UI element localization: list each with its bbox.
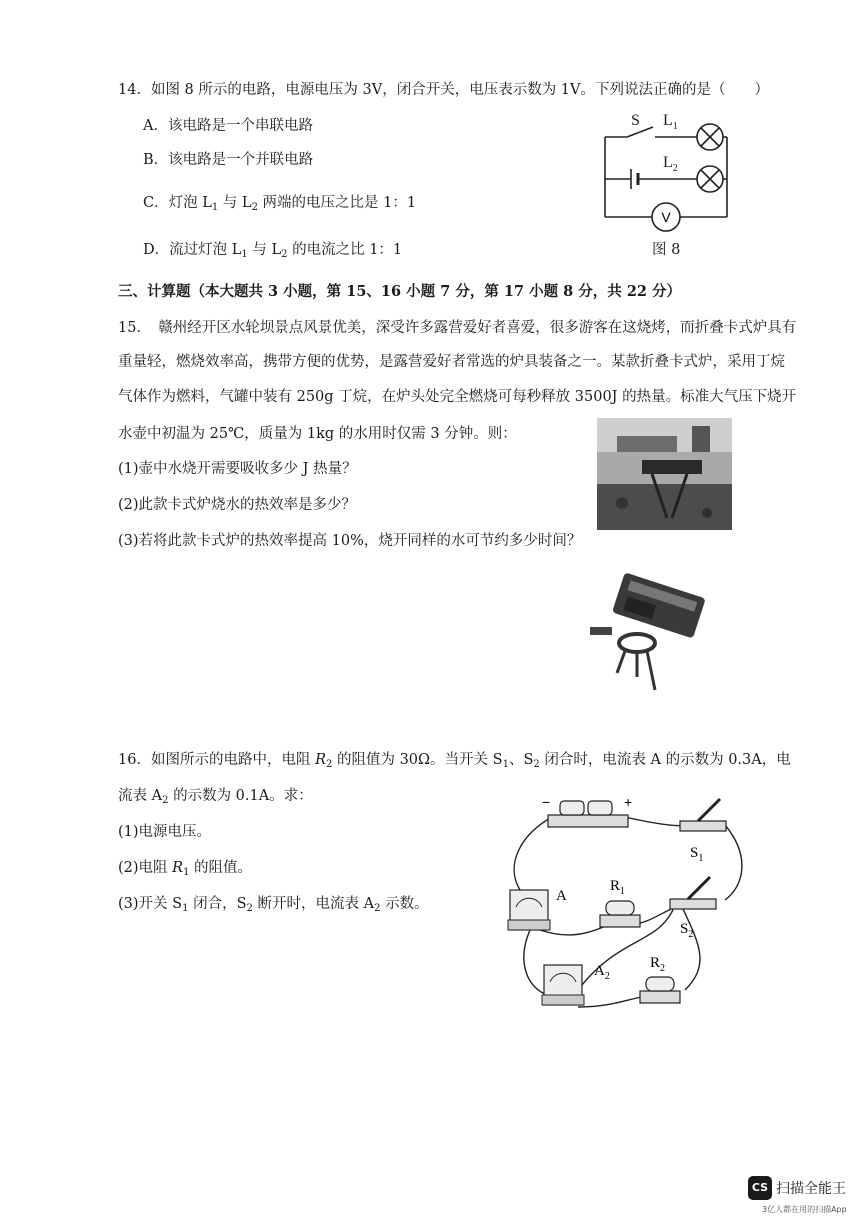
- option-text: D．流过灯泡 L: [143, 242, 242, 258]
- lamp-l2-icon: [697, 166, 723, 192]
- r1-label: $R_1$: [610, 878, 626, 897]
- ammeter-a2-label: $A_2$: [594, 963, 610, 982]
- subscript: 2: [162, 795, 169, 806]
- q15-line-3: 气体作为燃料，气罐中装有 250g 丁烷，在炉头处完全燃烧可每秒释放 3500J 的热量。标准大气压下烧开: [118, 389, 797, 405]
- option-text: 两端的电压之比是 1：1: [257, 195, 417, 211]
- switch-s1-icon: [680, 799, 726, 831]
- subscript: 2: [374, 903, 381, 914]
- q15-line-2: 重量轻，燃烧效率高，携带方便的优势，是露营爱好者常选的炉具装备之一。某款折叠卡式炉，采用丁烷: [118, 354, 785, 370]
- lamp-l1-icon: [697, 124, 723, 150]
- symbol-r: R: [172, 860, 184, 876]
- cs-logo-icon: CS: [748, 1176, 772, 1200]
- campsite-photo: [597, 418, 732, 530]
- scanner-watermark: [748, 1176, 863, 1224]
- q16-sub-3: [118, 894, 429, 919]
- subscript: 2: [533, 759, 540, 770]
- option-text: 与 L: [247, 242, 282, 258]
- q16-line-2: [118, 786, 313, 811]
- subscript: 2: [251, 202, 258, 213]
- resistor-r1-icon: [600, 901, 640, 927]
- stove-photo: [585, 565, 705, 695]
- q14-option-a: A．该电路是一个串联电路: [143, 118, 313, 134]
- switch-s-label: S: [631, 112, 640, 129]
- option-text: 与 L: [218, 195, 252, 211]
- text: (2)电阻: [118, 860, 173, 876]
- scanner-brand-name: 扫描全能王: [776, 1181, 846, 1197]
- q16-sub-2: [118, 858, 252, 883]
- q14-option-c: [143, 193, 416, 218]
- ammeter-a-icon: [508, 890, 550, 930]
- subscript: 1: [183, 867, 190, 878]
- section-3-heading: 三、计算题（本大题共 3 小题，第 15、16 小题 7 分，第 17 小题 8 分，共 22 分）: [118, 283, 682, 300]
- scanner-tagline: 3亿人都在用的扫描App: [762, 1205, 847, 1214]
- text: 的示数为 0.1A。求：: [168, 788, 313, 804]
- s2-label: $S_2$: [680, 921, 694, 940]
- battery-icon: [548, 801, 628, 827]
- svg-text:V: V: [661, 209, 671, 225]
- text: (3)开关 S: [118, 896, 183, 912]
- text: 闭合，S: [188, 896, 247, 912]
- text: 流表 A: [118, 788, 163, 804]
- text: 闭合时，电流表 A 的示数为 0.3A，电: [539, 752, 791, 768]
- l2-label: $L_2$: [663, 154, 678, 174]
- q14-stem: 14．如图 8 所示的电路，电源电压为 3V，闭合开关，电压表示数为 1V。下列说法正确的是（ ）: [118, 82, 770, 98]
- q15-sub-1: (1)壶中水烧开需要吸收多少 J 热量？: [118, 461, 357, 477]
- option-text: 的电流之比 1：1: [287, 242, 403, 258]
- text: 示数。: [380, 896, 429, 912]
- q14-option-b: B．该电路是一个并联电路: [143, 152, 314, 168]
- battery-plus: +: [624, 795, 633, 810]
- q16-sub-1: (1)电源电压。: [118, 824, 212, 840]
- s1-label: $S_1$: [690, 845, 704, 864]
- q15-sub-3: (3)若将此款卡式炉的热效率提高 10%，烧开同样的水可节约多少时间？: [118, 533, 582, 549]
- q16-line-1: [118, 750, 791, 775]
- r2-label: $R_2$: [650, 955, 666, 974]
- text: 的阻值。: [189, 860, 253, 876]
- subscript: 1: [241, 249, 248, 260]
- subscript: 2: [246, 903, 253, 914]
- subscript: 1: [182, 903, 189, 914]
- text: 的阻值为 30Ω。当开关 S: [332, 752, 503, 768]
- symbol-r: R: [315, 752, 326, 768]
- ammeter-a-label: A: [556, 888, 567, 904]
- text: 16．如图所示的电路中，电阻: [118, 752, 316, 768]
- resistor-r2-icon: [640, 977, 680, 1003]
- q15-sub-2: (2)此款卡式炉烧水的热效率是多少？: [118, 497, 357, 513]
- voltmeter-icon: [652, 203, 680, 231]
- battery-minus: −: [542, 795, 551, 810]
- subscript: 1: [502, 759, 509, 770]
- q16-physical-circuit: [500, 795, 755, 1020]
- figure-8-caption: 图 8: [652, 242, 681, 258]
- switch-s2-icon: [670, 877, 716, 909]
- q15-line-1: 15． 赣州经开区水轮坝景点风景优美，深受许多露营爱好者喜爱，很多游客在这烧烤，而折叠卡式炉具有: [118, 320, 797, 336]
- text: 断开时，电流表 A: [252, 896, 375, 912]
- subscript: 1: [211, 202, 219, 213]
- option-text: C．灯泡 L: [143, 195, 212, 211]
- ammeter-a2-icon: [542, 965, 584, 1005]
- l1-label: $L_1$: [663, 112, 678, 132]
- subscript: 2: [325, 759, 333, 770]
- text: 、S: [508, 752, 534, 768]
- q15-line-4: 水壶中初温为 25℃，质量为 1kg 的水用时仅需 3 分钟。则：: [118, 426, 517, 442]
- subscript: 2: [281, 249, 288, 260]
- q14-option-d: [143, 240, 402, 265]
